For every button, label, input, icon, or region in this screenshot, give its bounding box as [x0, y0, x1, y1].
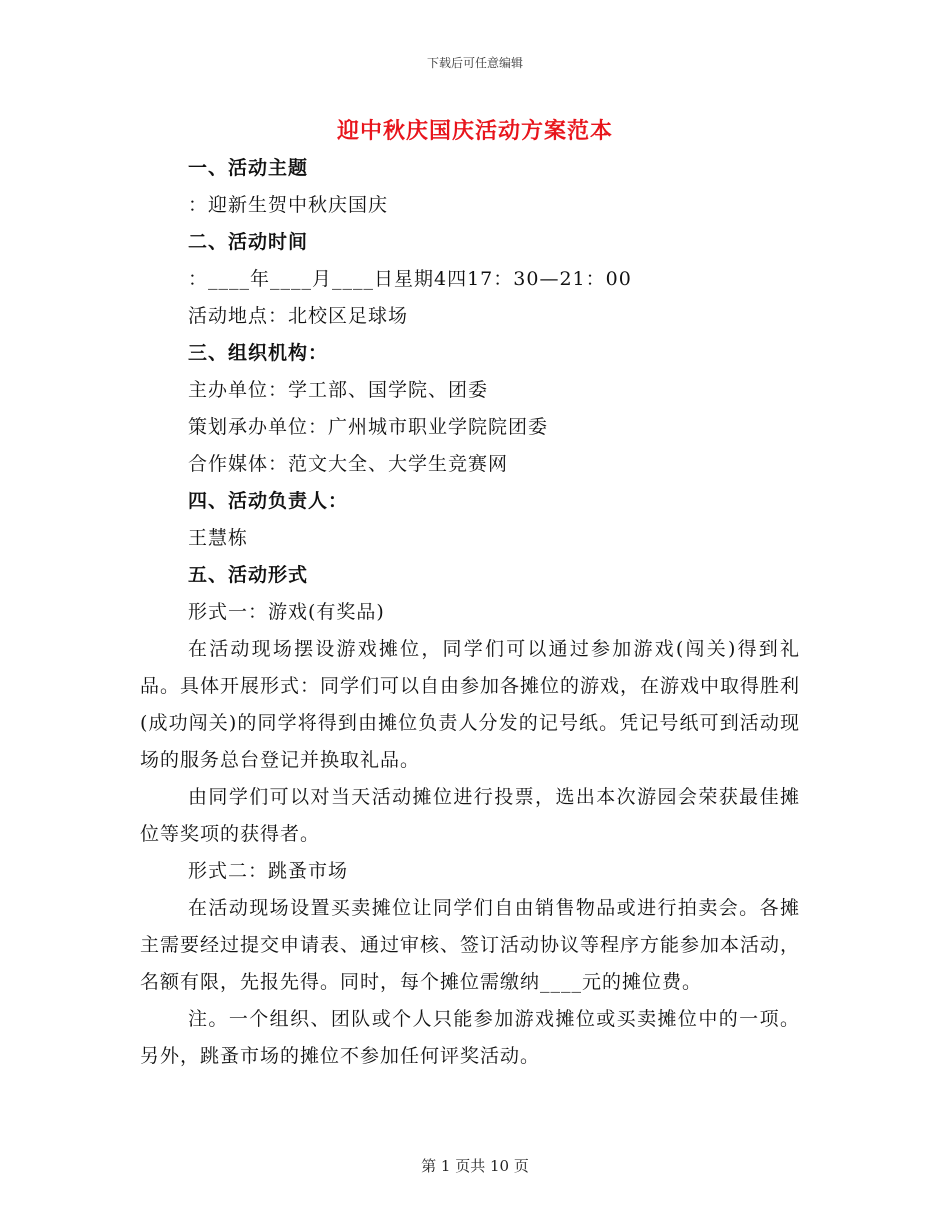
leader-name: 王慧栋: [188, 527, 249, 549]
document-title: 迎中秋庆国庆活动方案范本: [336, 118, 613, 144]
host-unit-text: 主办单位：学工部、国学院、团委: [188, 379, 489, 401]
section-heading-format: 五、活动形式: [188, 564, 309, 586]
form-one-paragraph: 在活动现场摆设游戏摊位，同学们可以通过参加游戏(闯关)得到礼品。具体开展形式：同学们可以自由参加各摊位的游戏，在游戏中取得胜利(成功闯关)的同学将得到由摊位负责人分发的记号纸。凭记号纸可到活动现场的服务总台登记并换取礼品。: [140, 638, 801, 771]
document-body: [140, 150, 800, 1075]
note-paragraph: 注。一个组织、团队或个人只能参加游戏摊位或买卖摊位中的一项。另外，跳蚤市场的摊位不参加任何评奖活动。: [140, 1008, 800, 1067]
section-heading-organization: 三、组织机构：: [188, 342, 329, 364]
voting-paragraph: 由同学们可以对当天活动摊位进行投票，选出本次游园会荣获最佳摊位等奖项的获得者。: [140, 786, 800, 845]
form-one-title: 形式一：游戏(有奖品): [188, 601, 385, 623]
theme-text: ：迎新生贺中秋庆国庆: [188, 194, 389, 216]
location-text: 活动地点：北校区足球场: [188, 305, 409, 327]
time-text: ：____年____月____日星期4四17：30—21：00: [188, 268, 632, 290]
section-heading-time: 二、活动时间: [188, 231, 309, 253]
page-footer: 第 1 页共 10 页: [421, 1157, 529, 1175]
form-two-title: 形式二：跳蚤市场: [188, 860, 349, 882]
form-two-paragraph: 在活动现场设置买卖摊位让同学们自由销售物品或进行拍卖会。各摊主需要经过提交申请表、通过审核、签订活动协议等程序方能参加本活动，名额有限，先报先得。同时，每个摊位需缴纳____元的摊位费。: [140, 897, 801, 993]
page-header: 下载后可任意编辑: [426, 56, 523, 70]
media-partner-text: 合作媒体：范文大全、大学生竞赛网: [188, 453, 509, 475]
section-heading-leader: 四、活动负责人：: [188, 490, 349, 512]
organizer-unit-text: 策划承办单位：广州城市职业学院院团委: [188, 416, 549, 438]
section-heading-theme: 一、活动主题: [188, 157, 309, 179]
